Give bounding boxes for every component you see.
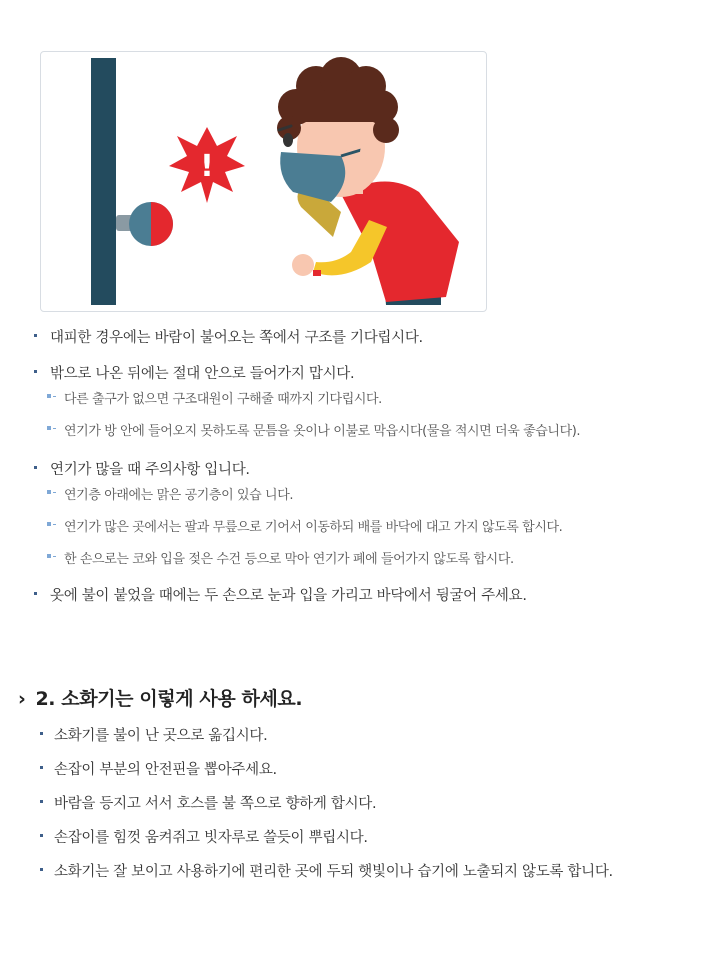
sub-list-item: 연기가 방 안에 들어오지 못하도록 문틈을 옷이나 이불로 막읍시다(물을 적시면 더욱 좋습니다). bbox=[34, 420, 580, 458]
ear bbox=[360, 143, 378, 161]
list-item: 소화기는 잘 보이고 사용하기에 편리한 곳에 두되 햇빛이나 습기에 노출되지 않도록 합니다. bbox=[40, 860, 613, 894]
list-item: 대피한 경우에는 바람이 불어오는 쪽에서 구조를 기다립시다. bbox=[34, 326, 580, 362]
list-item: 손잡이를 힘껏 움켜쥐고 빗자루로 쓸듯이 뿌립시다. bbox=[40, 826, 613, 860]
extinguisher-list bbox=[40, 724, 613, 894]
section-title-text: 2. 소화기는 이렇게 사용 하세요. bbox=[35, 688, 303, 710]
fire-safety-illustration bbox=[40, 51, 487, 312]
eye bbox=[283, 133, 293, 147]
list-item: 옷에 불이 붙었을 때에는 두 손으로 눈과 입을 가리고 바닥에서 뒹굴어 주세요. bbox=[34, 584, 580, 610]
sub-list-item: 한 손으로는 코와 입을 젖은 수건 등으로 막아 연기가 폐에 들어가지 않도록 합시다. bbox=[34, 548, 580, 584]
sub-list-item: 연기층 아래에는 맑은 공기층이 있습 니다. bbox=[34, 484, 580, 516]
list-item: 연기가 많을 때 주의사항 입니다. bbox=[34, 458, 580, 484]
danger-exclamation: ! bbox=[200, 149, 214, 184]
list-item: 밖으로 나온 뒤에는 절대 안으로 들어가지 맙시다. bbox=[34, 362, 580, 388]
list-item: 바람을 등지고 서서 호스를 불 쪽으로 향하게 합시다. bbox=[40, 792, 613, 826]
chevron-right-icon: › bbox=[18, 688, 26, 710]
sub-list-item: 다른 출구가 없으면 구조대원이 구해줄 때까지 기다립시다. bbox=[34, 388, 580, 420]
list-item: 손잡이 부분의 안전핀을 뽑아주세요. bbox=[40, 758, 613, 792]
evacuation-list bbox=[34, 326, 580, 610]
face-mask bbox=[280, 152, 345, 202]
list-item: 소화기를 불이 난 곳으로 옮깁시다. bbox=[40, 724, 613, 758]
extinguisher-section-title bbox=[18, 684, 302, 711]
sub-list-item: 연기가 많은 곳에서는 팔과 무릎으로 기어서 이동하되 배를 바닥에 대고 가지 않도록 합시다. bbox=[34, 516, 580, 548]
door-knob-hot-half bbox=[151, 202, 173, 246]
person-touching-hot-doorknob-icon bbox=[41, 52, 486, 311]
door-edge bbox=[91, 58, 116, 305]
